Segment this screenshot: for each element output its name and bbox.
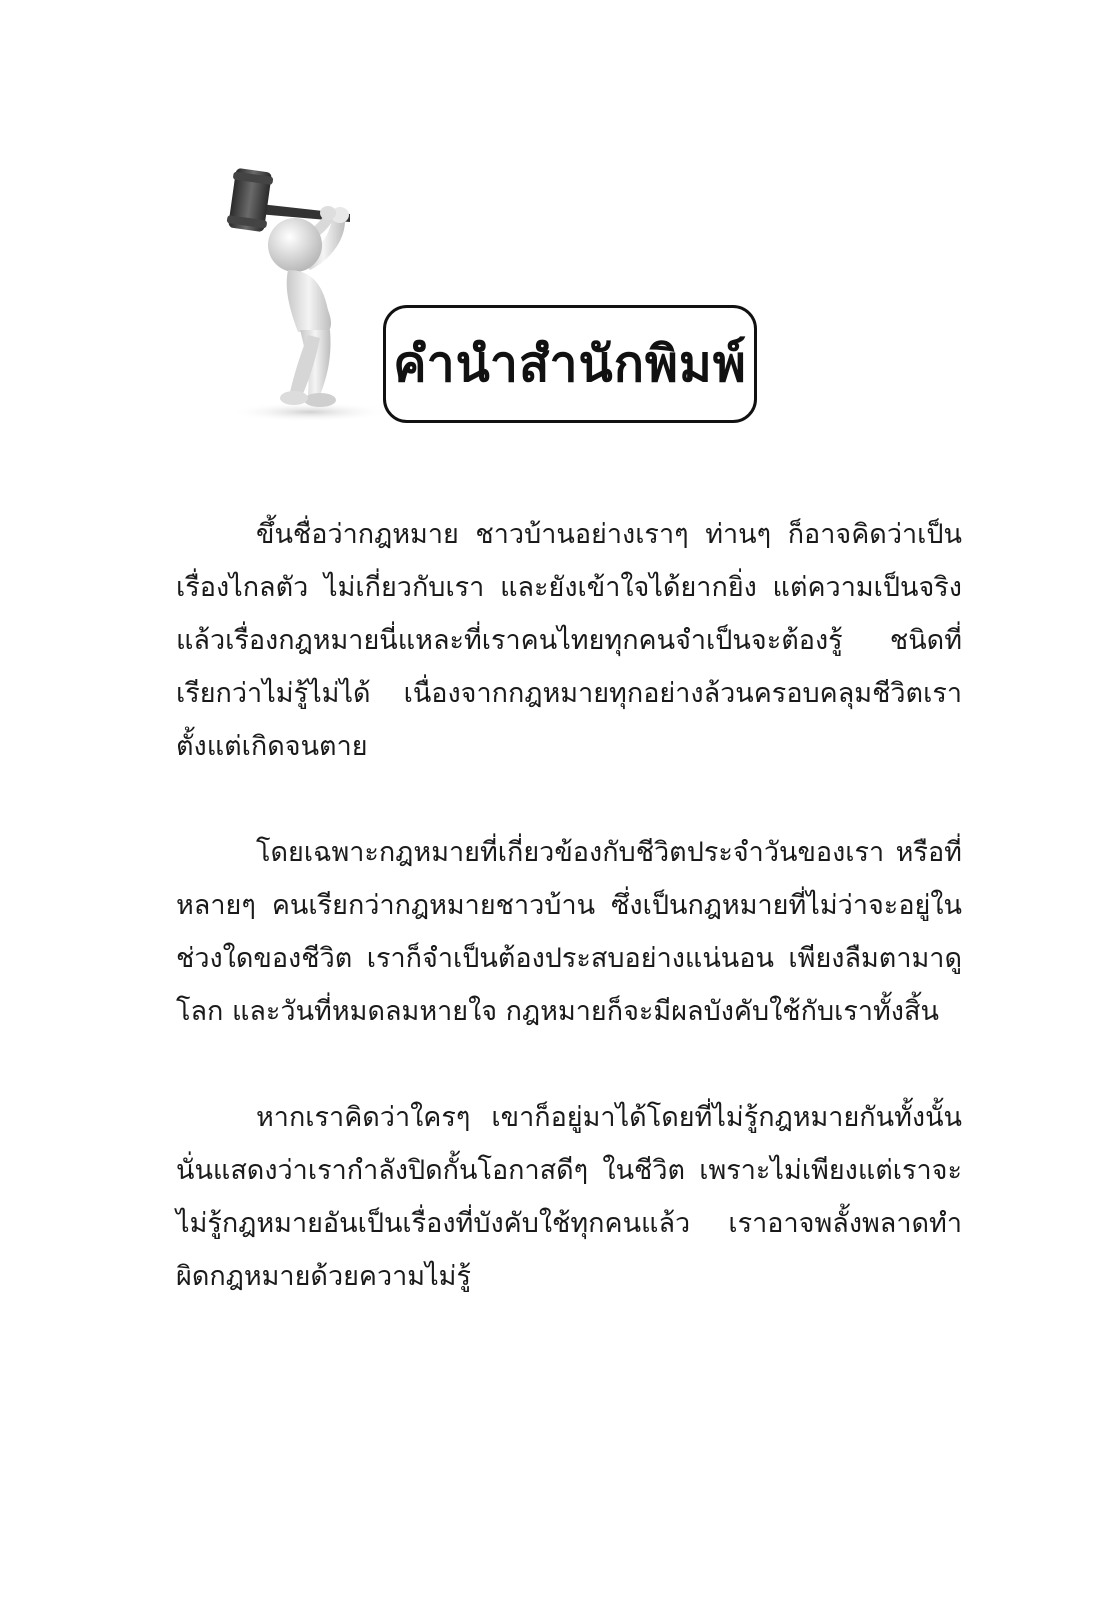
paragraph-2: โดยเฉพาะกฎหมายที่เกี่ยวข้องกับชีวิตประจำวันของเรา หรือที่หลายๆ คนเรียกว่ากฎหมายชาวบ้าน ซึ่งเป็นกฎหมายที่ไม่ว่าจะอยู่ในช่วงใดของชีวิต เราก็จำเป็นต้องประสบอย่างแน่นอน เพียงลืมตามาดูโลก และวันที่หมดลมหายใจ กฎหมายก็จะมีผลบังคับใช้กับเราทั้งสิ้น xyxy=(176,837,962,1027)
paragraph-3: หากเราคิดว่าใครๆ เขาก็อยู่มาได้โดยที่ไม่รู้กฎหมายกันทั้งนั้น นั่นแสดงว่าเรากำลังปิดกั้นโอกาสดีๆ ในชีวิต เพราะไม่เพียงแต่เราจะไม่รู้กฎหมายอันเป็นเรื่องที่บังคับใช้ทุกคนแล้ว เราอาจพลั้งพลาดทำผิดกฎหมายด้วยความไม่รู้ xyxy=(176,1102,962,1292)
body-text xyxy=(176,508,962,1303)
page-title: คำนำสำนักพิมพ์ xyxy=(393,335,747,393)
paragraph-1: ขึ้นชื่อว่ากฎหมาย ชาวบ้านอย่างเราๆ ท่านๆ ก็อาจคิดว่าเป็นเรื่องไกลตัว ไม่เกี่ยวกับเรา และยังเข้าใจได้ยากยิ่ง แต่ความเป็นจริงแล้วเรื่องกฎหมายนี่แหละที่เราคนไทยทุกคนจำเป็นจะต้องรู้ ชนิดที่เรียกว่าไม่รู้ไม่ได้ เนื่องจากกฎหมายทุกอย่างล้วนครอบคลุมชีวิตเราตั้งแต่เกิดจนตาย xyxy=(176,519,962,762)
figure-with-gavel-icon xyxy=(160,160,390,440)
title-box xyxy=(383,305,757,423)
